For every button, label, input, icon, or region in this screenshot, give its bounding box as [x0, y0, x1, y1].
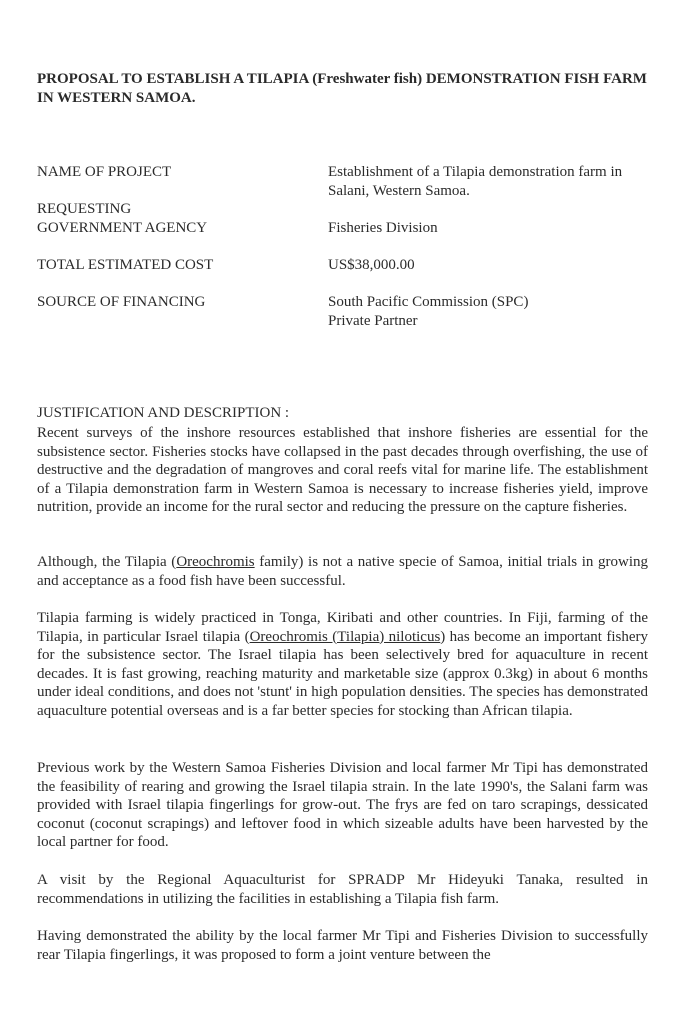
- field-label-project-name: NAME OF PROJECT: [37, 164, 172, 180]
- paragraph-2-after: family) is not a native specie of Samoa, initial trials in growing and acceptance as a food fish have been successful.: [37, 554, 648, 589]
- genus-name: Oreochromis: [176, 554, 255, 570]
- financing-source-spc: South Pacific Commission (SPC): [328, 294, 529, 310]
- paragraph-3: [37, 609, 648, 720]
- paragraph-2: [37, 553, 648, 590]
- species-name: Oreochromis (Tilapia) niloticus: [249, 628, 441, 645]
- paragraph-3-before: Tilapia farming is widely practiced in Tonga, Kiribati and other countries. In Fiji, farming of the Tilapia, in particular Israel tilapia (: [37, 610, 648, 645]
- field-label-cost: TOTAL ESTIMATED COST: [37, 257, 214, 273]
- document-title: PROPOSAL TO ESTABLISH A TILAPIA (Freshwater fish) DEMONSTRATION FISH FARM IN WESTERN SAMOA.: [37, 71, 647, 106]
- field-value-agency: Fisheries Division: [328, 220, 438, 236]
- field-label-agency: REQUESTING GOVERNMENT AGENCY: [37, 201, 208, 236]
- justification-heading: JUSTIFICATION AND DESCRIPTION :: [37, 405, 290, 421]
- field-label-financing: SOURCE OF FINANCING: [37, 294, 206, 310]
- paragraph-2-before: Although, the Tilapia (: [37, 554, 177, 570]
- paragraph-3-after: ) has become an important fishery for the subsistence sector. The Israel tilapia has been selectively bred for aquaculture in recent decades. It is fast growing, reaching maturity and marketable size (approx 0.3kg) in about 6 months under ideal conditions, and does not 'stunt' in high population densities. The species has demonstrated aquaculture potential overseas and is a far better species for stocking than African tilapia.: [37, 628, 648, 719]
- paragraph-5: A visit by the Regional Aquaculturist for SPRADP Mr Hideyuki Tanaka, resulted in recommendations in utilizing the facilities in establishing a Tilapia fish farm.: [37, 872, 648, 907]
- field-value-cost: US$38,000.00: [328, 257, 415, 273]
- paragraph-1: Recent surveys of the inshore resources established that inshore fisheries are essential for the subsistence sector. Fisheries stocks have collapsed in the past decades through overfishing, the use of destructive and the degradation of mangroves and coral reefs vital for marine life. The establishment of a Tilapia demonstration farm in Western Samoa is necessary to increase fisheries yield, improve nutrition, provide an income for the rural sector and reducing the pressure on the capture fisheries.: [37, 425, 648, 515]
- field-value-financing: [328, 293, 658, 331]
- field-value-project-name: Establishment of a Tilapia demonstration farm in Salani, Western Samoa.: [328, 164, 623, 199]
- paragraph-6: Having demonstrated the ability by the local farmer Mr Tipi and Fisheries Division to successfully rear Tilapia fingerlings, it was proposed to form a joint venture between the: [37, 928, 648, 963]
- paragraph-4: Previous work by the Western Samoa Fisheries Division and local farmer Mr Tipi has demonstrated the feasibility of rearing and growing the Israel tilapia strain. In the late 1990's, the Salani farm was provided with Israel tilapia fingerlings for grow-out. The frys are fed on taro scrapings, dessicated coconut (coconut scrapings) and leftover food in which sizeable adults have been harvested by the local partner for food.: [37, 760, 648, 850]
- financing-source-private: Private Partner: [328, 313, 418, 329]
